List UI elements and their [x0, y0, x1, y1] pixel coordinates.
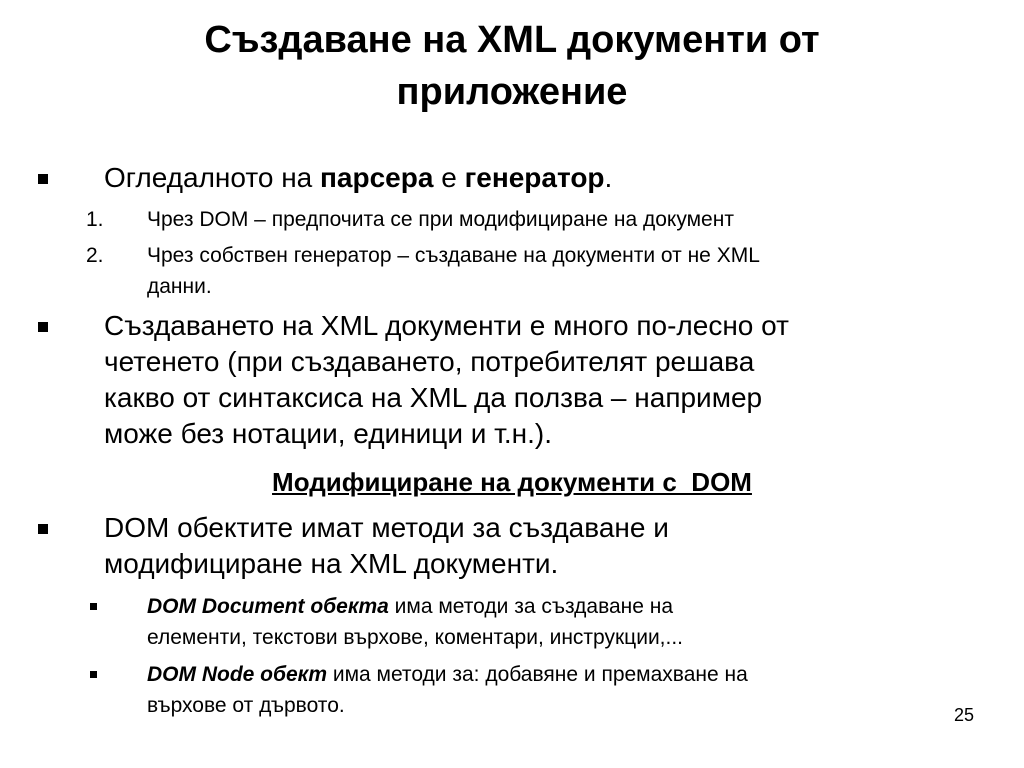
small-square-bullet-icon — [90, 603, 97, 610]
square-bullet-icon — [38, 322, 48, 332]
numbered-marker-2: 2. — [86, 244, 104, 267]
n1-text: Чрез DOM – предпочита се при модифициране на документ — [147, 208, 734, 231]
s2-rest: има методи за: добавяне и премахване на — [327, 663, 748, 686]
bullet-parser-generator — [104, 160, 984, 196]
b3-line-2: модифициране на XML документи. — [104, 548, 559, 579]
title-line-2: приложение — [396, 71, 628, 113]
section-subheading: Модифициране на документи с DOM — [272, 467, 752, 497]
subbullet-document-object — [147, 591, 987, 653]
n2-line-1: Чрез собствен генератор – създаване на документи от не XML — [147, 244, 760, 267]
bullet-creation-easier — [104, 308, 984, 452]
s2-bold-italic: DOM Node обект — [147, 663, 327, 686]
s1-bold-italic: DOM Document обекта — [147, 595, 389, 618]
n2-line-2: данни. — [147, 275, 212, 298]
b1-text-pre: Огледалното на — [104, 162, 321, 193]
page-number: 25 — [953, 705, 974, 725]
s1-line-2: елементи, текстови върхове, коментари, инструкции,... — [147, 626, 684, 649]
s2-line-2: върхове от дървото. — [147, 694, 345, 717]
b1-text-post: . — [604, 162, 613, 193]
title-line-1: Създаване на XML документи от — [204, 19, 820, 61]
numbered-marker-1: 1. — [86, 208, 104, 231]
square-bullet-icon — [38, 174, 48, 184]
b2-line-2: четенето (при създаването, потребителят решава — [104, 346, 755, 377]
b1-text-mid: е — [433, 162, 465, 193]
subbullet-node-object — [147, 659, 987, 721]
s1-rest: има методи за създаване на — [388, 595, 674, 618]
b2-line-4: може без нотации, единици и т.н.). — [104, 418, 553, 449]
b1-bold-parser: парсера — [320, 162, 434, 193]
square-bullet-icon — [38, 524, 48, 534]
b1-bold-generator: генератор — [464, 162, 605, 193]
bullet-dom-objects — [104, 510, 984, 582]
small-square-bullet-icon — [90, 671, 97, 678]
b2-line-1: Създаването на XML документи е много по-лесно от — [104, 310, 789, 341]
b3-line-1: DOM обектите имат методи за създаване и — [104, 512, 669, 543]
numbered-item-dom — [147, 204, 987, 235]
b2-line-3: какво от синтаксиса на XML да ползва – например — [104, 382, 763, 413]
numbered-item-own-generator — [147, 240, 987, 302]
slide-title — [40, 14, 984, 118]
